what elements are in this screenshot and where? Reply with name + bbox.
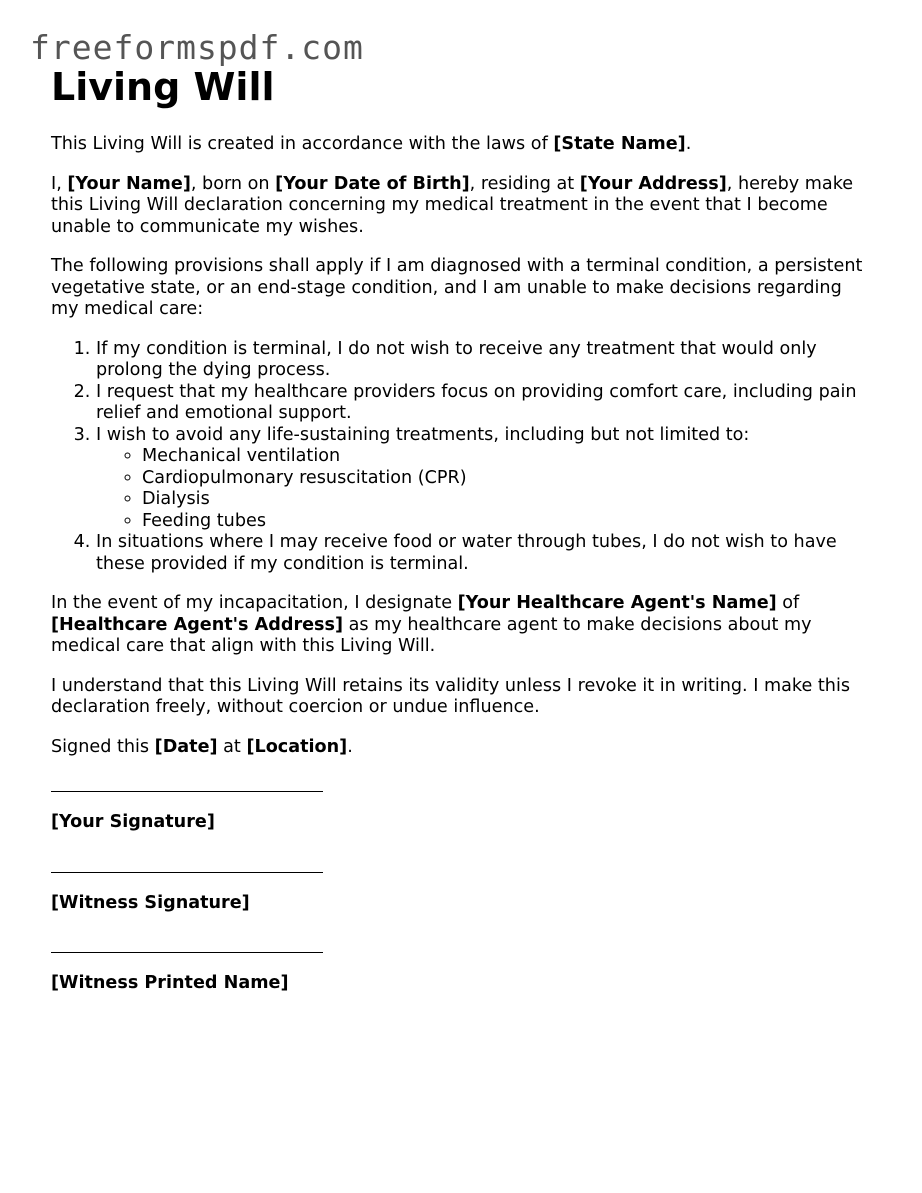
declaration-text: , born on (190, 173, 276, 194)
provisions-intro: The following provisions shall apply if I am diagnosed with a terminal condition, a persistent vegetative state, or an end-stage condition, and I am unable to make decisions regarding my medical care: (51, 256, 863, 319)
intro-text-end: . (685, 134, 692, 154)
intro-paragraph (51, 134, 871, 156)
provision-item: 1. If my condition is terminal, I do not wish to receive any treatment that would only prolong the dying process. (96, 339, 871, 382)
agent-name-placeholder: [Your Healthcare Agent's Name] (457, 593, 777, 613)
declaration-text: , residing at (469, 173, 580, 194)
agent-text: as my healthcare agent to make decisions about my medical care that align with this Living Will. (51, 614, 812, 656)
validity-paragraph: I understand that this Living Will retains its validity unless I revoke it in writing. I make this declaration freely, without coercion or undue influence. (51, 675, 851, 717)
witness-printed-name-label: [Witness Printed Name] (51, 973, 289, 993)
declaration-text: I, (51, 173, 68, 194)
agent-address-placeholder: [Healthcare Agent's Address] (51, 614, 344, 635)
signed-text: at (217, 736, 247, 757)
your-name-placeholder: [Your Name] (67, 173, 191, 194)
your-signature-label: [Your Signature] (51, 812, 215, 832)
page-title: Living Will (51, 65, 275, 109)
signed-text: . (347, 736, 353, 757)
agent-paragraph (51, 593, 871, 658)
declaration-text: , hereby make this Living Will declaration concerning my medical treatment in the event that I become unable to communicate my wishes. (51, 173, 854, 237)
signed-paragraph (51, 737, 871, 759)
witness-signature-label: [Witness Signature] (51, 892, 250, 913)
provision-item-text: I wish to avoid any life-sustaining treatments, including but not limited to: (96, 424, 750, 445)
intro-text: This Living Will is created in accordance with the laws of (51, 134, 554, 154)
your-address-placeholder: [Your Address] (579, 173, 727, 194)
location-placeholder: [Location] (246, 736, 348, 757)
agent-text: of (776, 593, 800, 613)
treatment-item: ◦ Dialysis (142, 489, 871, 511)
treatment-item: ◦ Mechanical ventilation (142, 446, 871, 468)
date-of-birth-placeholder: [Your Date of Birth] (275, 173, 470, 194)
provisions-list (51, 339, 871, 576)
treatment-item: ◦ Cardiopulmonary resuscitation (CPR) (142, 468, 871, 490)
signed-text: Signed this (51, 736, 155, 757)
treatments-list (96, 446, 871, 532)
your-signature-line[interactable] (51, 779, 323, 792)
provision-item (96, 425, 871, 533)
witness-signature-line[interactable] (51, 860, 323, 873)
provision-item: 4. In situations where I may receive food or water through tubes, I do not wish to have these provided if my condition is terminal. (96, 532, 871, 575)
state-name-placeholder: [State Name] (553, 134, 686, 154)
declaration-paragraph (51, 174, 871, 239)
treatment-item: ◦ Feeding tubes (142, 511, 871, 533)
agent-text: In the event of my incapacitation, I designate (51, 593, 458, 613)
watermark: freeformspdf.com (30, 28, 364, 67)
document-page (51, 64, 871, 1021)
witness-printed-name-line[interactable] (51, 940, 323, 953)
date-placeholder: [Date] (154, 736, 218, 757)
provision-item: 2. I request that my healthcare providers focus on providing comfort care, including pain relief and emotional support. (96, 382, 871, 425)
